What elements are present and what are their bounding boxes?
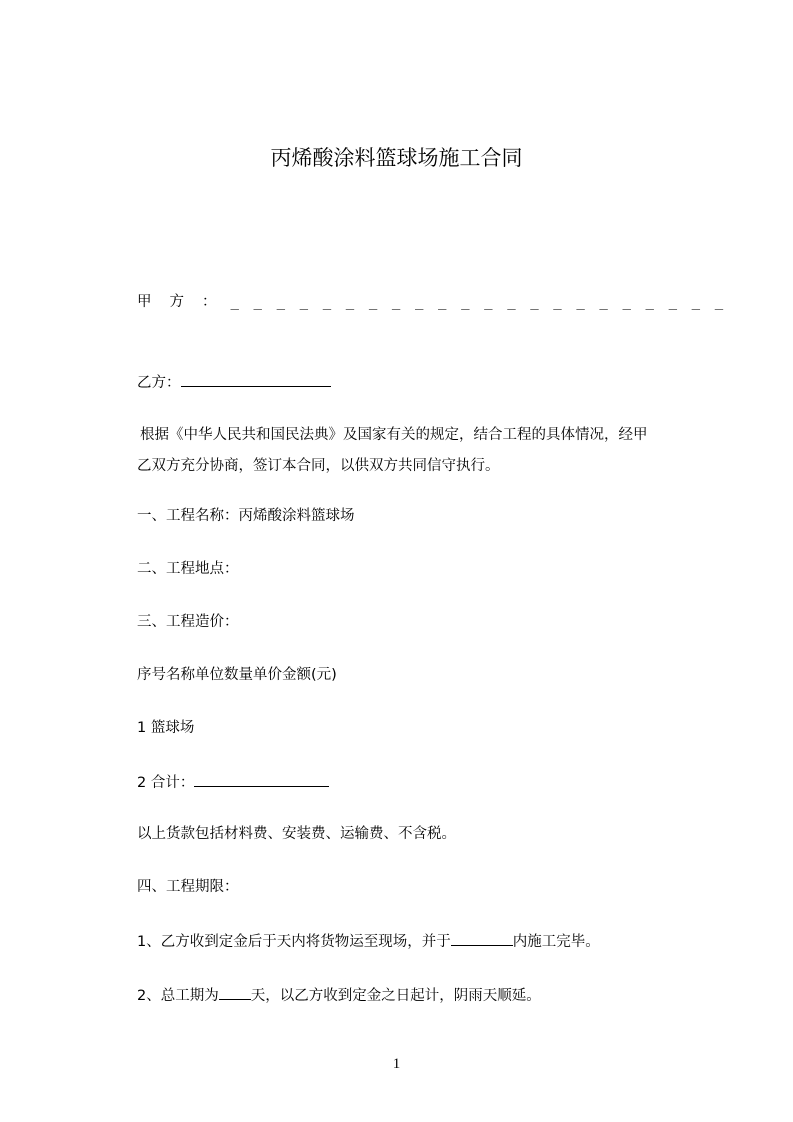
- cost-row-total: [137, 771, 329, 793]
- document-title: 丙烯酸涂料篮球场施工合同: [270, 146, 523, 170]
- party-b-line: [137, 371, 331, 393]
- page-number: 1: [392, 1056, 401, 1072]
- section-project-cost: 三、工程造价：: [137, 614, 239, 630]
- period-item-1-text-end: 内施工完毕。: [512, 934, 600, 950]
- party-a-colon: ：: [202, 294, 217, 310]
- section-project-name: 一、工程名称：丙烯酸涂料篮球场: [137, 508, 355, 524]
- section-project-location: 二、工程地点：: [137, 561, 239, 577]
- price-note: 以上货款包括材料费、安装费、运输费、不含税。: [137, 826, 456, 842]
- period-item-2-text-start: 2、总工期为: [137, 988, 219, 1004]
- period-item-1-blank: [451, 930, 513, 946]
- cost-table-header: 序号名称单位数量单价金额(元): [137, 667, 337, 683]
- period-item-2-blank: [219, 984, 251, 1000]
- period-item-1: [137, 930, 600, 952]
- cost-total-blank: [194, 771, 329, 787]
- party-a-label: 甲方: [137, 294, 202, 310]
- preamble-text-1: 根据《中华人民共和国民法典》及国家有关的规定，结合工程的具体情况，经甲: [140, 427, 648, 443]
- period-item-2-text-end: 天，以乙方收到定金之日起计，阴雨天顺延。: [250, 988, 541, 1004]
- period-item-1-text-start: 1、乙方收到定金后于天内将货物运至现场，并于: [137, 934, 451, 950]
- party-b-blank: [181, 371, 331, 387]
- preamble-line-1: [137, 425, 648, 445]
- preamble-line-2: 乙双方充分协商，签订本合同，以供双方共同信守执行。: [137, 458, 500, 474]
- party-b-label: 乙方：: [137, 375, 181, 391]
- cost-total-label: 2 合计：: [137, 775, 195, 791]
- period-item-2: [137, 984, 541, 1006]
- party-a-blank: _ _ _ _ _ _ _ _ _ _ _ _ _ _ _ _ _ _ _ _ _ _: [230, 294, 727, 310]
- party-a-line: [137, 292, 726, 312]
- section-project-period: 四、工程期限：: [137, 879, 239, 895]
- cost-row-1: 1 篮球场: [137, 720, 195, 736]
